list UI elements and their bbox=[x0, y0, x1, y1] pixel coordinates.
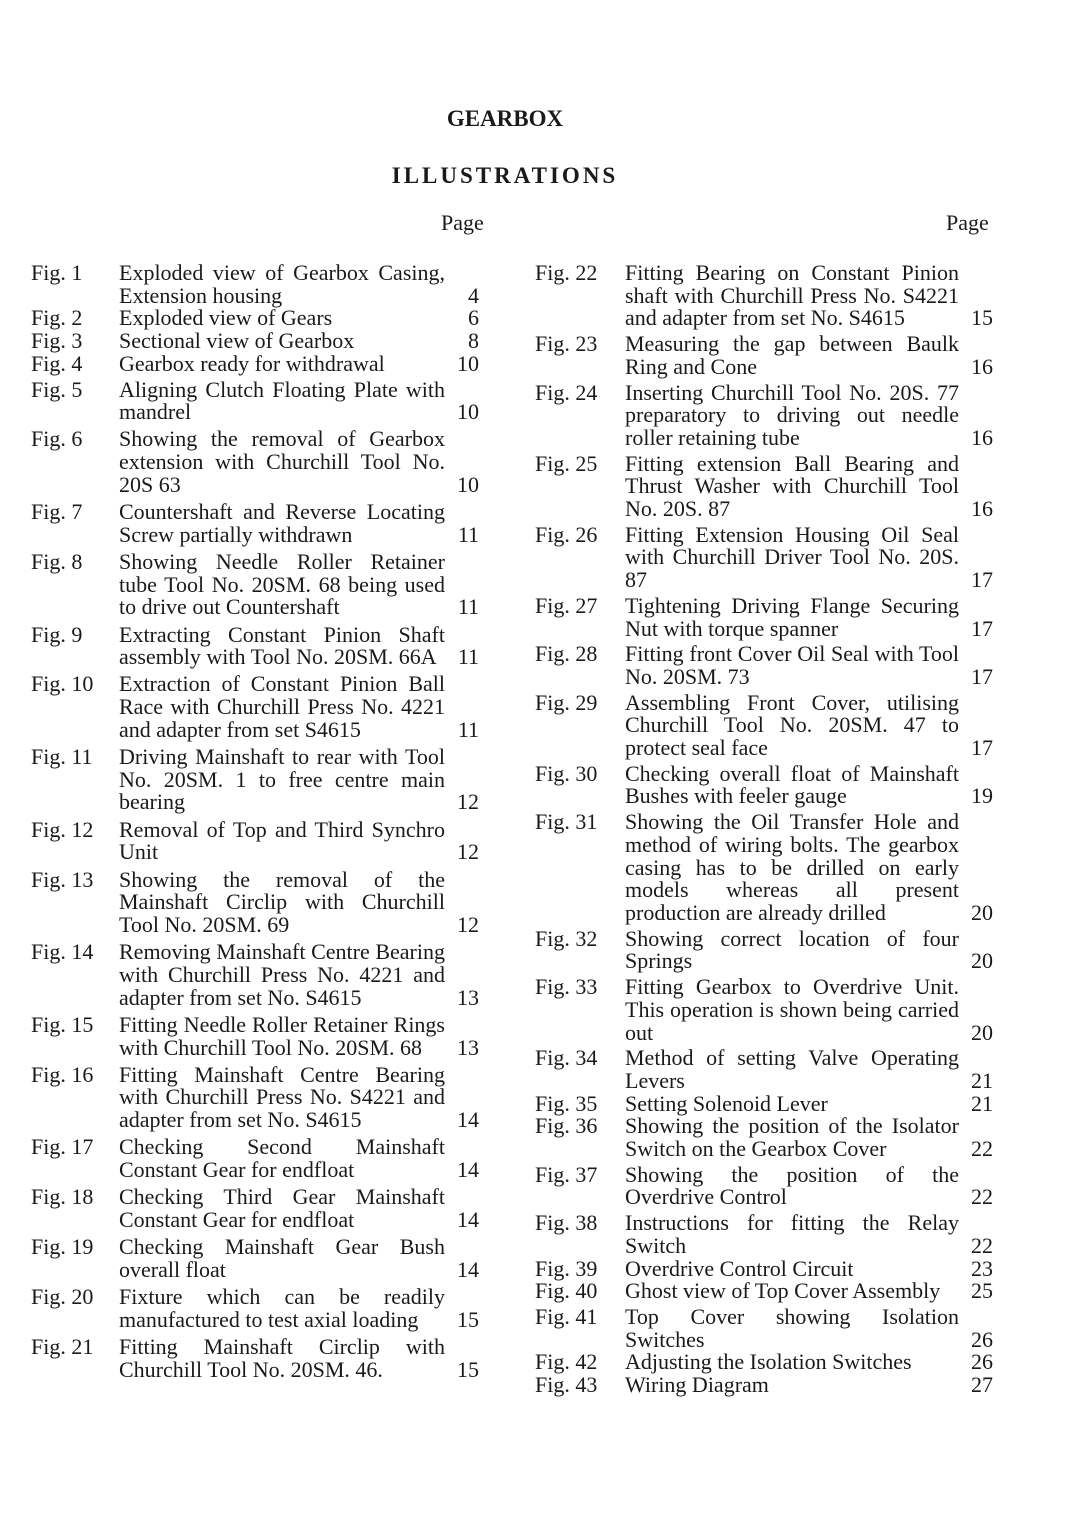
page-number: 20 bbox=[971, 899, 993, 925]
illustration-entry bbox=[31, 1136, 479, 1181]
figure-number: Fig. 23 bbox=[535, 331, 598, 357]
page-number: 15 bbox=[457, 1356, 479, 1382]
illustration-entry bbox=[535, 592, 993, 641]
figure-caption: Showing the removal of the Mainshaft Circlip with Churchill Tool No. 20SM. 69 bbox=[119, 866, 445, 937]
figure-caption: Top Cover showing Isolation Switches bbox=[625, 1303, 959, 1352]
illustration-entry bbox=[535, 1303, 993, 1352]
figure-number: Fig. 28 bbox=[535, 641, 598, 667]
figure-caption: Adjusting the Isolation Switches bbox=[625, 1349, 912, 1375]
left-illustration-list bbox=[31, 262, 479, 1381]
page-number: 11 bbox=[457, 594, 479, 620]
figure-caption: Fitting Bearing on Constant Pinion shaft with Churchill Press No. S4221 and adapter from set No. S4615 bbox=[625, 260, 959, 331]
figure-number: Fig. 33 bbox=[535, 974, 598, 1000]
figure-number: Fig. 26 bbox=[535, 521, 598, 547]
figure-caption: Inserting Churchill Tool No. 20S. 77 preparatory to driving out needle roller retaining tube bbox=[625, 379, 959, 450]
figure-number: Fig. 16 bbox=[31, 1061, 94, 1087]
figure-caption: Sectional view of Gearbox bbox=[119, 328, 355, 354]
figure-number: Fig. 2 bbox=[31, 305, 83, 331]
figure-caption: Gearbox ready for withdrawal bbox=[119, 350, 385, 376]
page-number: 17 bbox=[971, 615, 993, 641]
illustration-entry bbox=[31, 1236, 479, 1281]
figure-caption: Aligning Clutch Floating Plate with mandrel bbox=[119, 376, 445, 425]
figure-caption: Checking overall float of Mainshaft Bushes with feeler gauge bbox=[625, 760, 959, 809]
page-number: 10 bbox=[457, 399, 479, 425]
figure-number: Fig. 13 bbox=[31, 866, 94, 892]
figure-number: Fig. 17 bbox=[31, 1134, 94, 1160]
figure-caption: Wiring Diagram bbox=[625, 1372, 769, 1398]
page-number: 20 bbox=[971, 1019, 993, 1045]
figure-number: Fig. 29 bbox=[535, 689, 598, 715]
page-number: 14 bbox=[457, 1206, 479, 1232]
illustration-entry bbox=[535, 521, 993, 593]
figure-caption: Fitting Extension Housing Oil Seal with Churchill Driver Tool No. 20S. 87 bbox=[625, 521, 959, 593]
figure-caption: Overdrive Control Circuit bbox=[625, 1255, 854, 1281]
page-number: 17 bbox=[971, 663, 993, 689]
page-number: 15 bbox=[457, 1306, 479, 1332]
figure-caption: Fixture which can be readily manufactured to test axial loading bbox=[119, 1284, 445, 1332]
illustration-entry bbox=[535, 925, 993, 974]
illustration-entry bbox=[535, 1161, 993, 1210]
page-number: 26 bbox=[971, 1326, 993, 1352]
figure-number: Fig. 6 bbox=[31, 426, 83, 452]
right-illustration-list bbox=[535, 262, 993, 1397]
page-number: 17 bbox=[971, 567, 993, 593]
illustration-entry bbox=[31, 307, 479, 330]
figure-caption: Fitting Mainshaft Circlip with Churchill Tool No. 20SM. 46. bbox=[119, 1333, 445, 1382]
page-number: 27 bbox=[971, 1372, 993, 1398]
illustration-entry bbox=[31, 673, 479, 741]
figure-number: Fig. 22 bbox=[535, 260, 598, 285]
page-number: 22 bbox=[971, 1136, 993, 1162]
illustration-entry bbox=[535, 1115, 993, 1160]
illustration-entry bbox=[31, 866, 479, 937]
page-number: 13 bbox=[457, 984, 479, 1010]
figure-caption: Showing the Oil Transfer Hole and method of wiring bolts. The gearbox casing has to be drilled on early models whereas all present production are already drilled bbox=[625, 809, 959, 925]
illustration-entry bbox=[535, 1047, 993, 1092]
figure-number: Fig. 40 bbox=[535, 1278, 598, 1304]
figure-caption: Fitting extension Ball Bearing and Thrust Washer with Churchill Tool No. 20S. 87 bbox=[625, 450, 959, 522]
figure-caption: Showing correct location of four Springs bbox=[625, 925, 959, 974]
page-number: 22 bbox=[971, 1184, 993, 1210]
figure-caption: Method of setting Valve Operating Levers bbox=[625, 1045, 959, 1093]
page-number: 11 bbox=[457, 521, 479, 547]
figure-caption: Exploded view of Gearbox Casing, Extension housing bbox=[119, 260, 445, 308]
figure-number: Fig. 34 bbox=[535, 1045, 598, 1071]
figure-caption: Fitting front Cover Oil Seal with Tool No. 20SM. 73 bbox=[625, 641, 959, 689]
figure-number: Fig. 32 bbox=[535, 925, 598, 951]
figure-caption: Removal of Top and Third Synchro Unit bbox=[119, 816, 445, 865]
figure-number: Fig. 42 bbox=[535, 1349, 598, 1375]
figure-caption: Checking Second Mainshaft Constant Gear for endfloat bbox=[119, 1134, 445, 1183]
figure-caption: Tightening Driving Flange Securing Nut with torque spanner bbox=[625, 592, 959, 641]
figure-number: Fig. 4 bbox=[31, 350, 83, 376]
figure-number: Fig. 43 bbox=[535, 1372, 598, 1398]
document-title: GEARBOX bbox=[446, 106, 564, 131]
figure-caption: Instructions for fitting the Relay Switch bbox=[625, 1210, 959, 1258]
illustration-entry bbox=[535, 689, 993, 761]
illustration-entry bbox=[31, 746, 479, 814]
illustration-entry bbox=[535, 379, 993, 450]
figure-number: Fig. 18 bbox=[31, 1184, 94, 1210]
figure-caption: Exploded view of Gears bbox=[119, 305, 333, 331]
figure-number: Fig. 25 bbox=[535, 450, 598, 476]
figure-number: Fig. 30 bbox=[535, 760, 598, 786]
page-number: 12 bbox=[457, 911, 479, 937]
illustration-entry bbox=[31, 621, 479, 670]
figure-caption: Removing Mainshaft Centre Bearing with Churchill Press No. 4221 and adapter from set No. S4615 bbox=[119, 939, 445, 1010]
figure-caption: Extraction of Constant Pinion Ball Race with Churchill Press No. 4221 and adapter from set S4615 bbox=[119, 671, 445, 742]
figure-number: Fig. 7 bbox=[31, 499, 83, 525]
page-number: 23 bbox=[971, 1255, 993, 1281]
page-number: 6 bbox=[468, 305, 479, 331]
illustration-entry bbox=[31, 428, 479, 496]
figure-number: Fig. 41 bbox=[535, 1303, 598, 1329]
figure-number: Fig. 20 bbox=[31, 1284, 94, 1310]
figure-caption: Showing Needle Roller Retainer tube Tool No. 20SM. 68 being used to drive out Countershaft bbox=[119, 548, 445, 620]
page-number: 19 bbox=[971, 783, 993, 809]
figure-number: Fig. 27 bbox=[535, 592, 598, 618]
left-page-column-header: Page bbox=[441, 210, 484, 235]
illustration-entry bbox=[31, 941, 479, 1009]
illustration-entry bbox=[535, 760, 993, 809]
illustration-entry bbox=[535, 976, 993, 1044]
page-number: 10 bbox=[457, 471, 479, 497]
figure-caption: Fitting Mainshaft Centre Bearing with Churchill Press No. S4221 and adapter from set No. S4615 bbox=[119, 1061, 445, 1133]
page-number: 11 bbox=[457, 716, 479, 742]
figure-number: Fig. 35 bbox=[535, 1090, 598, 1116]
figure-caption: Fitting Gearbox to Overdrive Unit. This operation is shown being carried out bbox=[625, 974, 959, 1045]
figure-number: Fig. 39 bbox=[535, 1255, 598, 1281]
figure-number: Fig. 37 bbox=[535, 1161, 598, 1187]
page-number: 13 bbox=[457, 1034, 479, 1060]
page-number: 12 bbox=[457, 789, 479, 815]
illustration-entry bbox=[535, 811, 993, 925]
page-number: 14 bbox=[457, 1256, 479, 1282]
figure-caption: Showing the position of the Overdrive Control bbox=[625, 1161, 959, 1210]
figure-number: Fig. 19 bbox=[31, 1234, 94, 1260]
figure-number: Fig. 5 bbox=[31, 376, 83, 402]
illustration-entry bbox=[535, 1212, 993, 1257]
figure-number: Fig. 24 bbox=[535, 379, 598, 405]
figure-caption: Fitting Needle Roller Retainer Rings with Churchill Tool No. 20SM. 68 bbox=[119, 1011, 445, 1060]
figure-caption: Setting Solenoid Lever bbox=[625, 1090, 828, 1116]
figure-number: Fig. 31 bbox=[535, 809, 598, 835]
illustration-entry bbox=[535, 1280, 993, 1303]
right-page-column-header: Page bbox=[946, 210, 989, 235]
figure-caption: Extracting Constant Pinion Shaft assembly with Tool No. 20SM. 66A bbox=[119, 621, 445, 670]
page-number: 12 bbox=[457, 839, 479, 865]
figure-number: Fig. 38 bbox=[535, 1210, 598, 1236]
illustration-entry bbox=[535, 262, 993, 330]
illustration-entry bbox=[31, 1186, 479, 1231]
page-number: 21 bbox=[971, 1090, 993, 1116]
illustration-entry bbox=[535, 1351, 993, 1374]
page-number: 20 bbox=[971, 948, 993, 974]
page-number: 8 bbox=[468, 328, 479, 354]
figure-number: Fig. 14 bbox=[31, 939, 94, 965]
figure-number: Fig. 10 bbox=[31, 671, 94, 697]
figure-number: Fig. 12 bbox=[31, 816, 94, 842]
figure-number: Fig. 1 bbox=[31, 260, 83, 285]
page-number: 16 bbox=[971, 353, 993, 379]
illustration-entry bbox=[535, 643, 993, 688]
figure-number: Fig. 21 bbox=[31, 1333, 94, 1359]
figure-number: Fig. 3 bbox=[31, 328, 83, 354]
figure-caption: Showing the removal of Gearbox extension with Churchill Tool No. 20S 63 bbox=[119, 426, 445, 497]
illustration-entry bbox=[535, 333, 993, 378]
illustration-entry bbox=[535, 1255, 993, 1281]
illustration-entry bbox=[31, 501, 479, 546]
figure-caption: Countershaft and Reverse Locating Screw partially withdrawn bbox=[119, 499, 445, 547]
page-number: 21 bbox=[971, 1067, 993, 1093]
page-number: 17 bbox=[971, 735, 993, 761]
illustration-entry bbox=[31, 816, 479, 865]
page-number: 14 bbox=[457, 1157, 479, 1183]
illustration-entry bbox=[535, 1090, 993, 1116]
figure-number: Fig. 11 bbox=[31, 744, 93, 770]
section-heading: ILLUSTRATIONS bbox=[391, 163, 619, 188]
illustration-entry bbox=[31, 376, 479, 425]
page-number: 10 bbox=[457, 350, 479, 376]
figure-number: Fig. 36 bbox=[535, 1113, 598, 1139]
page-number: 16 bbox=[971, 496, 993, 522]
figure-caption: Ghost view of Top Cover Assembly bbox=[625, 1278, 941, 1304]
figure-caption: Assembling Front Cover, utilising Churchill Tool No. 20SM. 47 to protect seal face bbox=[625, 689, 959, 761]
illustration-entry bbox=[31, 1333, 479, 1382]
figure-caption: Driving Mainshaft to rear with Tool No. 20SM. 1 to free centre main bearing bbox=[119, 744, 445, 815]
figure-caption: Measuring the gap between Baulk Ring and Cone bbox=[625, 331, 959, 379]
figure-caption: Showing the position of the Isolator Switch on the Gearbox Cover bbox=[625, 1113, 959, 1162]
illustration-entry bbox=[31, 330, 479, 353]
figure-number: Fig. 15 bbox=[31, 1011, 94, 1037]
illustration-entry bbox=[535, 1374, 993, 1397]
illustration-entry bbox=[31, 1286, 479, 1331]
illustration-entry bbox=[31, 350, 479, 376]
figure-caption: Checking Third Gear Mainshaft Constant Gear for endfloat bbox=[119, 1184, 445, 1232]
illustration-entry bbox=[31, 262, 479, 307]
page-number: 14 bbox=[457, 1107, 479, 1133]
illustration-entry bbox=[31, 1011, 479, 1060]
illustration-entry bbox=[535, 450, 993, 522]
page-number: 26 bbox=[971, 1349, 993, 1375]
figure-caption: Checking Mainshaft Gear Bush overall float bbox=[119, 1234, 445, 1282]
page-number: 25 bbox=[971, 1278, 993, 1304]
page-number: 22 bbox=[971, 1232, 993, 1258]
illustration-entry bbox=[31, 1061, 479, 1133]
figure-number: Fig. 9 bbox=[31, 621, 83, 647]
figure-number: Fig. 8 bbox=[31, 548, 83, 574]
page-number: 15 bbox=[971, 305, 993, 331]
page-number: 16 bbox=[971, 424, 993, 450]
page-number: 4 bbox=[468, 282, 479, 308]
illustration-entry bbox=[31, 548, 479, 620]
page-number: 11 bbox=[457, 644, 479, 670]
